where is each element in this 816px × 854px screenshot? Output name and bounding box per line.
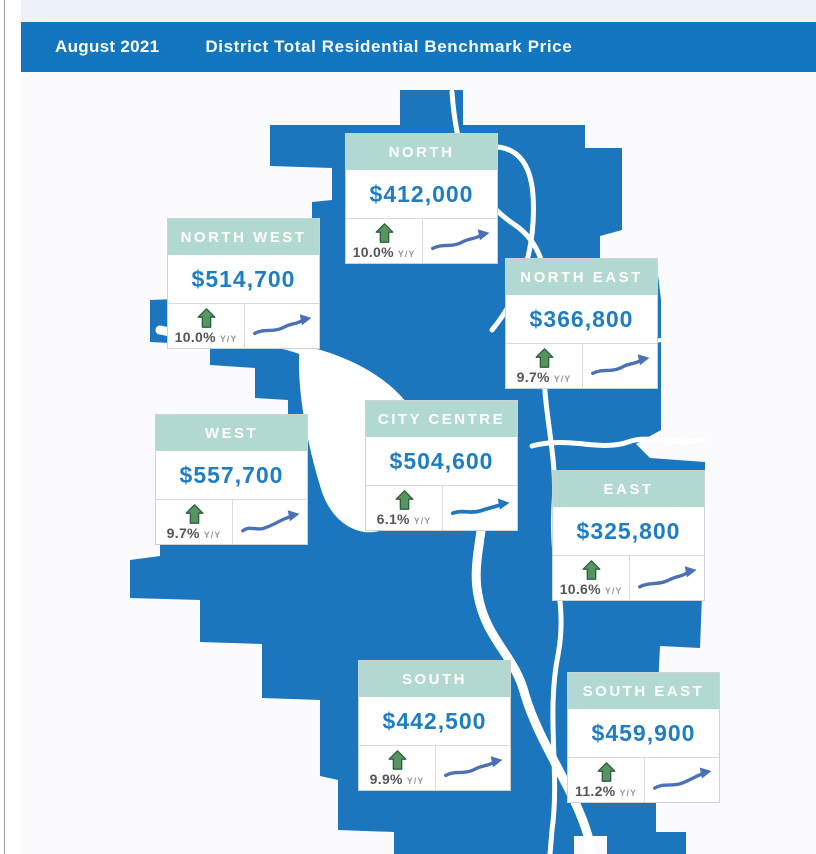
change-cell — [568, 758, 645, 802]
district-name: NORTH EAST — [506, 259, 657, 295]
district-name: SOUTH EAST — [568, 673, 719, 709]
up-arrow-icon — [535, 348, 554, 368]
yoy-label: Y/Y — [219, 334, 238, 344]
district-name: CITY CENTRE — [366, 401, 517, 437]
card-footer — [346, 219, 497, 263]
change-cell — [359, 746, 436, 790]
yoy-label: Y/Y — [553, 374, 572, 384]
yoy-label: Y/Y — [406, 776, 425, 786]
trend-cell — [245, 304, 319, 348]
trend-cell — [630, 556, 704, 600]
benchmark-price: $504,600 — [366, 437, 517, 486]
yoy-change: 10.0% — [352, 244, 394, 260]
trend-arrow-icon — [449, 493, 511, 523]
trend-arrow-icon — [429, 226, 491, 256]
change-cell — [156, 500, 233, 544]
up-arrow-icon — [582, 560, 601, 580]
yoy-label: Y/Y — [604, 586, 623, 596]
benchmark-price: $325,800 — [553, 507, 704, 556]
trend-arrow-icon — [239, 507, 301, 537]
yoy-change: 9.7% — [516, 369, 550, 385]
card-footer — [506, 344, 657, 388]
change-cell — [168, 304, 245, 348]
district-name: NORTH — [346, 134, 497, 170]
yoy-change: 6.1% — [376, 511, 410, 527]
page-title: District Total Residential Benchmark Price — [205, 37, 573, 56]
yoy-label: Y/Y — [619, 788, 637, 798]
card-footer — [553, 556, 704, 600]
trend-cell — [443, 486, 517, 530]
yoy-label: Y/Y — [413, 516, 432, 526]
trend-cell — [423, 219, 497, 263]
district-name: SOUTH — [359, 661, 510, 697]
trend-arrow-icon — [442, 753, 504, 783]
trend-arrow-icon — [589, 351, 651, 381]
district-card-east — [552, 470, 705, 601]
change-cell — [506, 344, 583, 388]
district-name: NORTH WEST — [168, 219, 319, 255]
card-footer — [366, 486, 517, 530]
benchmark-price: $514,700 — [168, 255, 319, 304]
district-name: EAST — [553, 471, 704, 507]
up-arrow-icon — [197, 308, 216, 328]
district-card-south-east — [567, 672, 720, 803]
yoy-change: 11.2% — [575, 783, 616, 799]
yoy-change: 10.0% — [174, 329, 216, 345]
change-cell — [553, 556, 630, 600]
yoy-change: 10.6% — [559, 581, 601, 597]
benchmark-price: $459,900 — [568, 709, 719, 758]
yoy-label: Y/Y — [397, 249, 416, 259]
district-card-city-centre — [365, 400, 518, 531]
up-arrow-icon — [185, 504, 204, 524]
benchmark-price: $557,700 — [156, 451, 307, 500]
benchmark-price: $442,500 — [359, 697, 510, 746]
trend-arrow-icon — [636, 563, 698, 593]
district-card-west — [155, 414, 308, 545]
district-card-north-west — [167, 218, 320, 349]
district-card-south — [358, 660, 511, 791]
up-arrow-icon — [388, 750, 407, 770]
trend-cell — [436, 746, 510, 790]
yoy-label: Y/Y — [203, 530, 222, 540]
change-cell — [346, 219, 423, 263]
trend-cell — [583, 344, 657, 388]
trend-cell — [233, 500, 307, 544]
benchmark-price: $366,800 — [506, 295, 657, 344]
district-card-north-east — [505, 258, 658, 389]
trend-arrow-icon — [651, 765, 713, 795]
card-footer — [168, 304, 319, 348]
yoy-change: 9.9% — [369, 771, 403, 787]
report-date: August 2021 — [55, 37, 160, 56]
up-arrow-icon — [597, 762, 616, 782]
change-cell — [366, 486, 443, 530]
card-footer — [568, 758, 719, 802]
district-name: WEST — [156, 415, 307, 451]
card-footer — [359, 746, 510, 790]
yoy-change: 9.7% — [166, 525, 200, 541]
card-footer — [156, 500, 307, 544]
trend-arrow-icon — [251, 311, 313, 341]
up-arrow-icon — [395, 490, 414, 510]
district-card-north — [345, 133, 498, 264]
benchmark-price: $412,000 — [346, 170, 497, 219]
up-arrow-icon — [375, 223, 394, 243]
trend-cell — [645, 758, 719, 802]
